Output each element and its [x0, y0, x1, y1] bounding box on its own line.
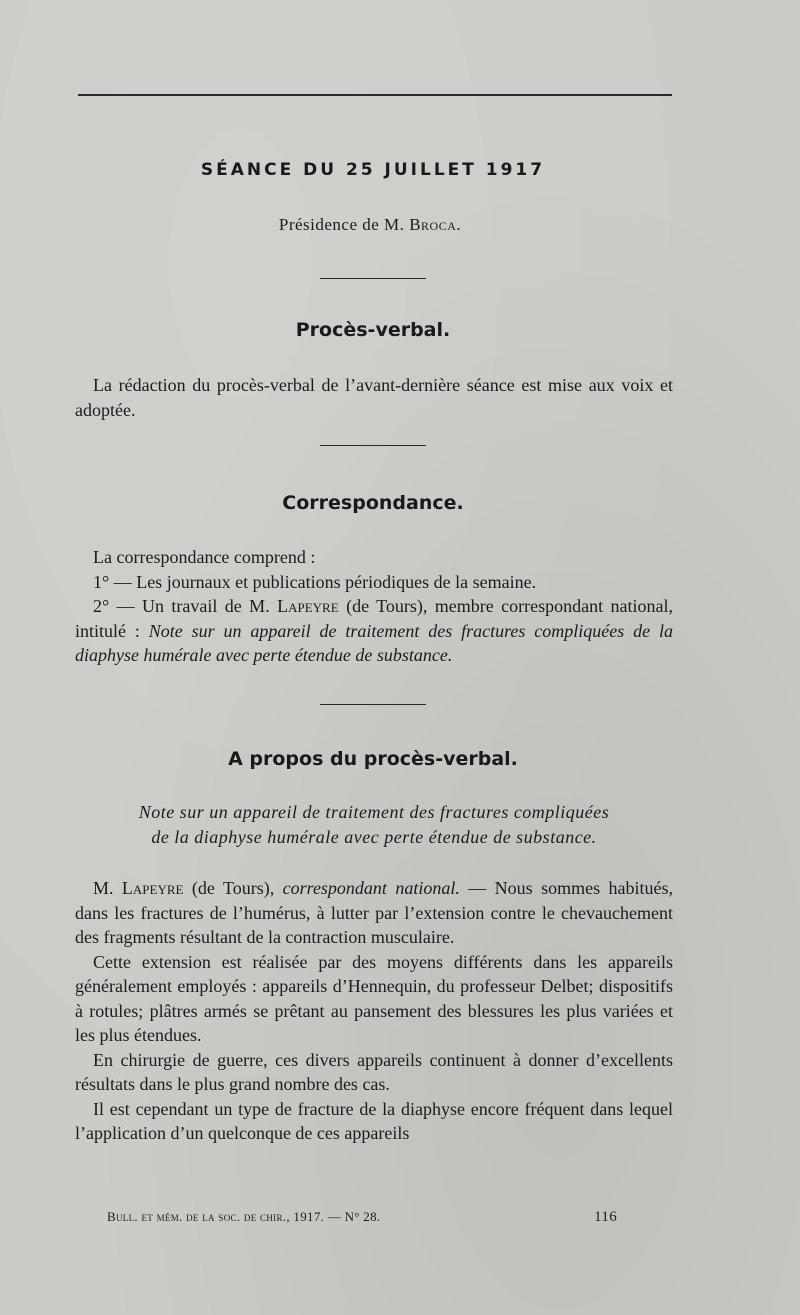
p1-tours: (de Tours),	[183, 878, 283, 898]
item2-middle: (de Tours), membre correspondant national, intitulé :	[75, 596, 674, 641]
paragraph: La correspondance comprend :	[93, 547, 316, 567]
correspondance-text	[75, 545, 673, 668]
section-rule	[320, 445, 426, 446]
author-name: Lapeyre	[277, 596, 339, 616]
heading-a-propos: A propos du procès-verbal.	[228, 748, 518, 770]
top-rule	[78, 94, 672, 96]
note-title-line: Note sur un appareil de traitement des fractures compliquées	[138, 802, 610, 822]
heading-correspondance: Correspondance.	[282, 492, 464, 514]
presidence-prefix: Présidence de M.	[278, 215, 410, 234]
heading-proces-verbal: Procès-verbal.	[295, 319, 451, 341]
paragraph: La rédaction du procès-verbal de l’avant-dernière séance est mise aux voix et adoptée.	[75, 375, 673, 420]
paragraph: En chirurgie de guerre, ces divers appareils continuent à donner d’excellents résultats dans le plus grand nombre des cas.	[75, 1049, 673, 1094]
list-item: 1° — Les journaux et publications périodiques de la semaine.	[93, 571, 537, 592]
journal-reference: Bull. et mém. de la soc. de chir., 1917. — N° 28.	[107, 1209, 381, 1224]
presidence-line	[0, 215, 740, 235]
section-rule	[320, 704, 426, 705]
note-title-line: de la diaphyse humérale avec perte étendue de substance.	[151, 826, 597, 847]
a-propos-text	[75, 876, 673, 1146]
note-title	[75, 800, 673, 849]
section-rule	[320, 278, 426, 279]
paragraph: Il est cependant un type de fracture de la diaphyse encore fréquent dans lequel l’application d’un quelconque de ces appareils	[75, 1098, 673, 1143]
paragraph: Cette extension est réalisée par des moyens différents dans les appareils généralement employés : appareils d’Hennequin, du professeur Delbet; dispositifs à rotules; plâtres armés se prêtant au pansement des blessures les plus variées et les plus étendues.	[75, 951, 673, 1045]
list-item	[75, 594, 673, 668]
president-name: Broca	[409, 215, 457, 234]
page-footer	[107, 1209, 617, 1225]
author-name: Lapeyre	[121, 878, 184, 898]
page-number: 116	[594, 1209, 617, 1225]
work-title: Note sur un appareil de traitement des fractures compliquées de la diaphyse humérale avec perte étendue de substance.	[75, 620, 673, 665]
session-title: SÉANCE DU 25 JUILLET 1917	[200, 160, 546, 180]
paragraph	[75, 876, 673, 950]
presidence-suffix: .	[456, 215, 462, 234]
proces-verbal-text	[75, 373, 673, 422]
p1-prefix: M.	[93, 878, 122, 898]
author-role: correspondant national.	[282, 878, 460, 898]
p1-text: — Nous sommes habitués, dans les fractures de l’humérus, à lutter par l’extension contre le chevauchement des fragments résultant de la contraction musculaire.	[75, 878, 673, 947]
item2-prefix: 2° — Un travail de M.	[93, 596, 278, 616]
